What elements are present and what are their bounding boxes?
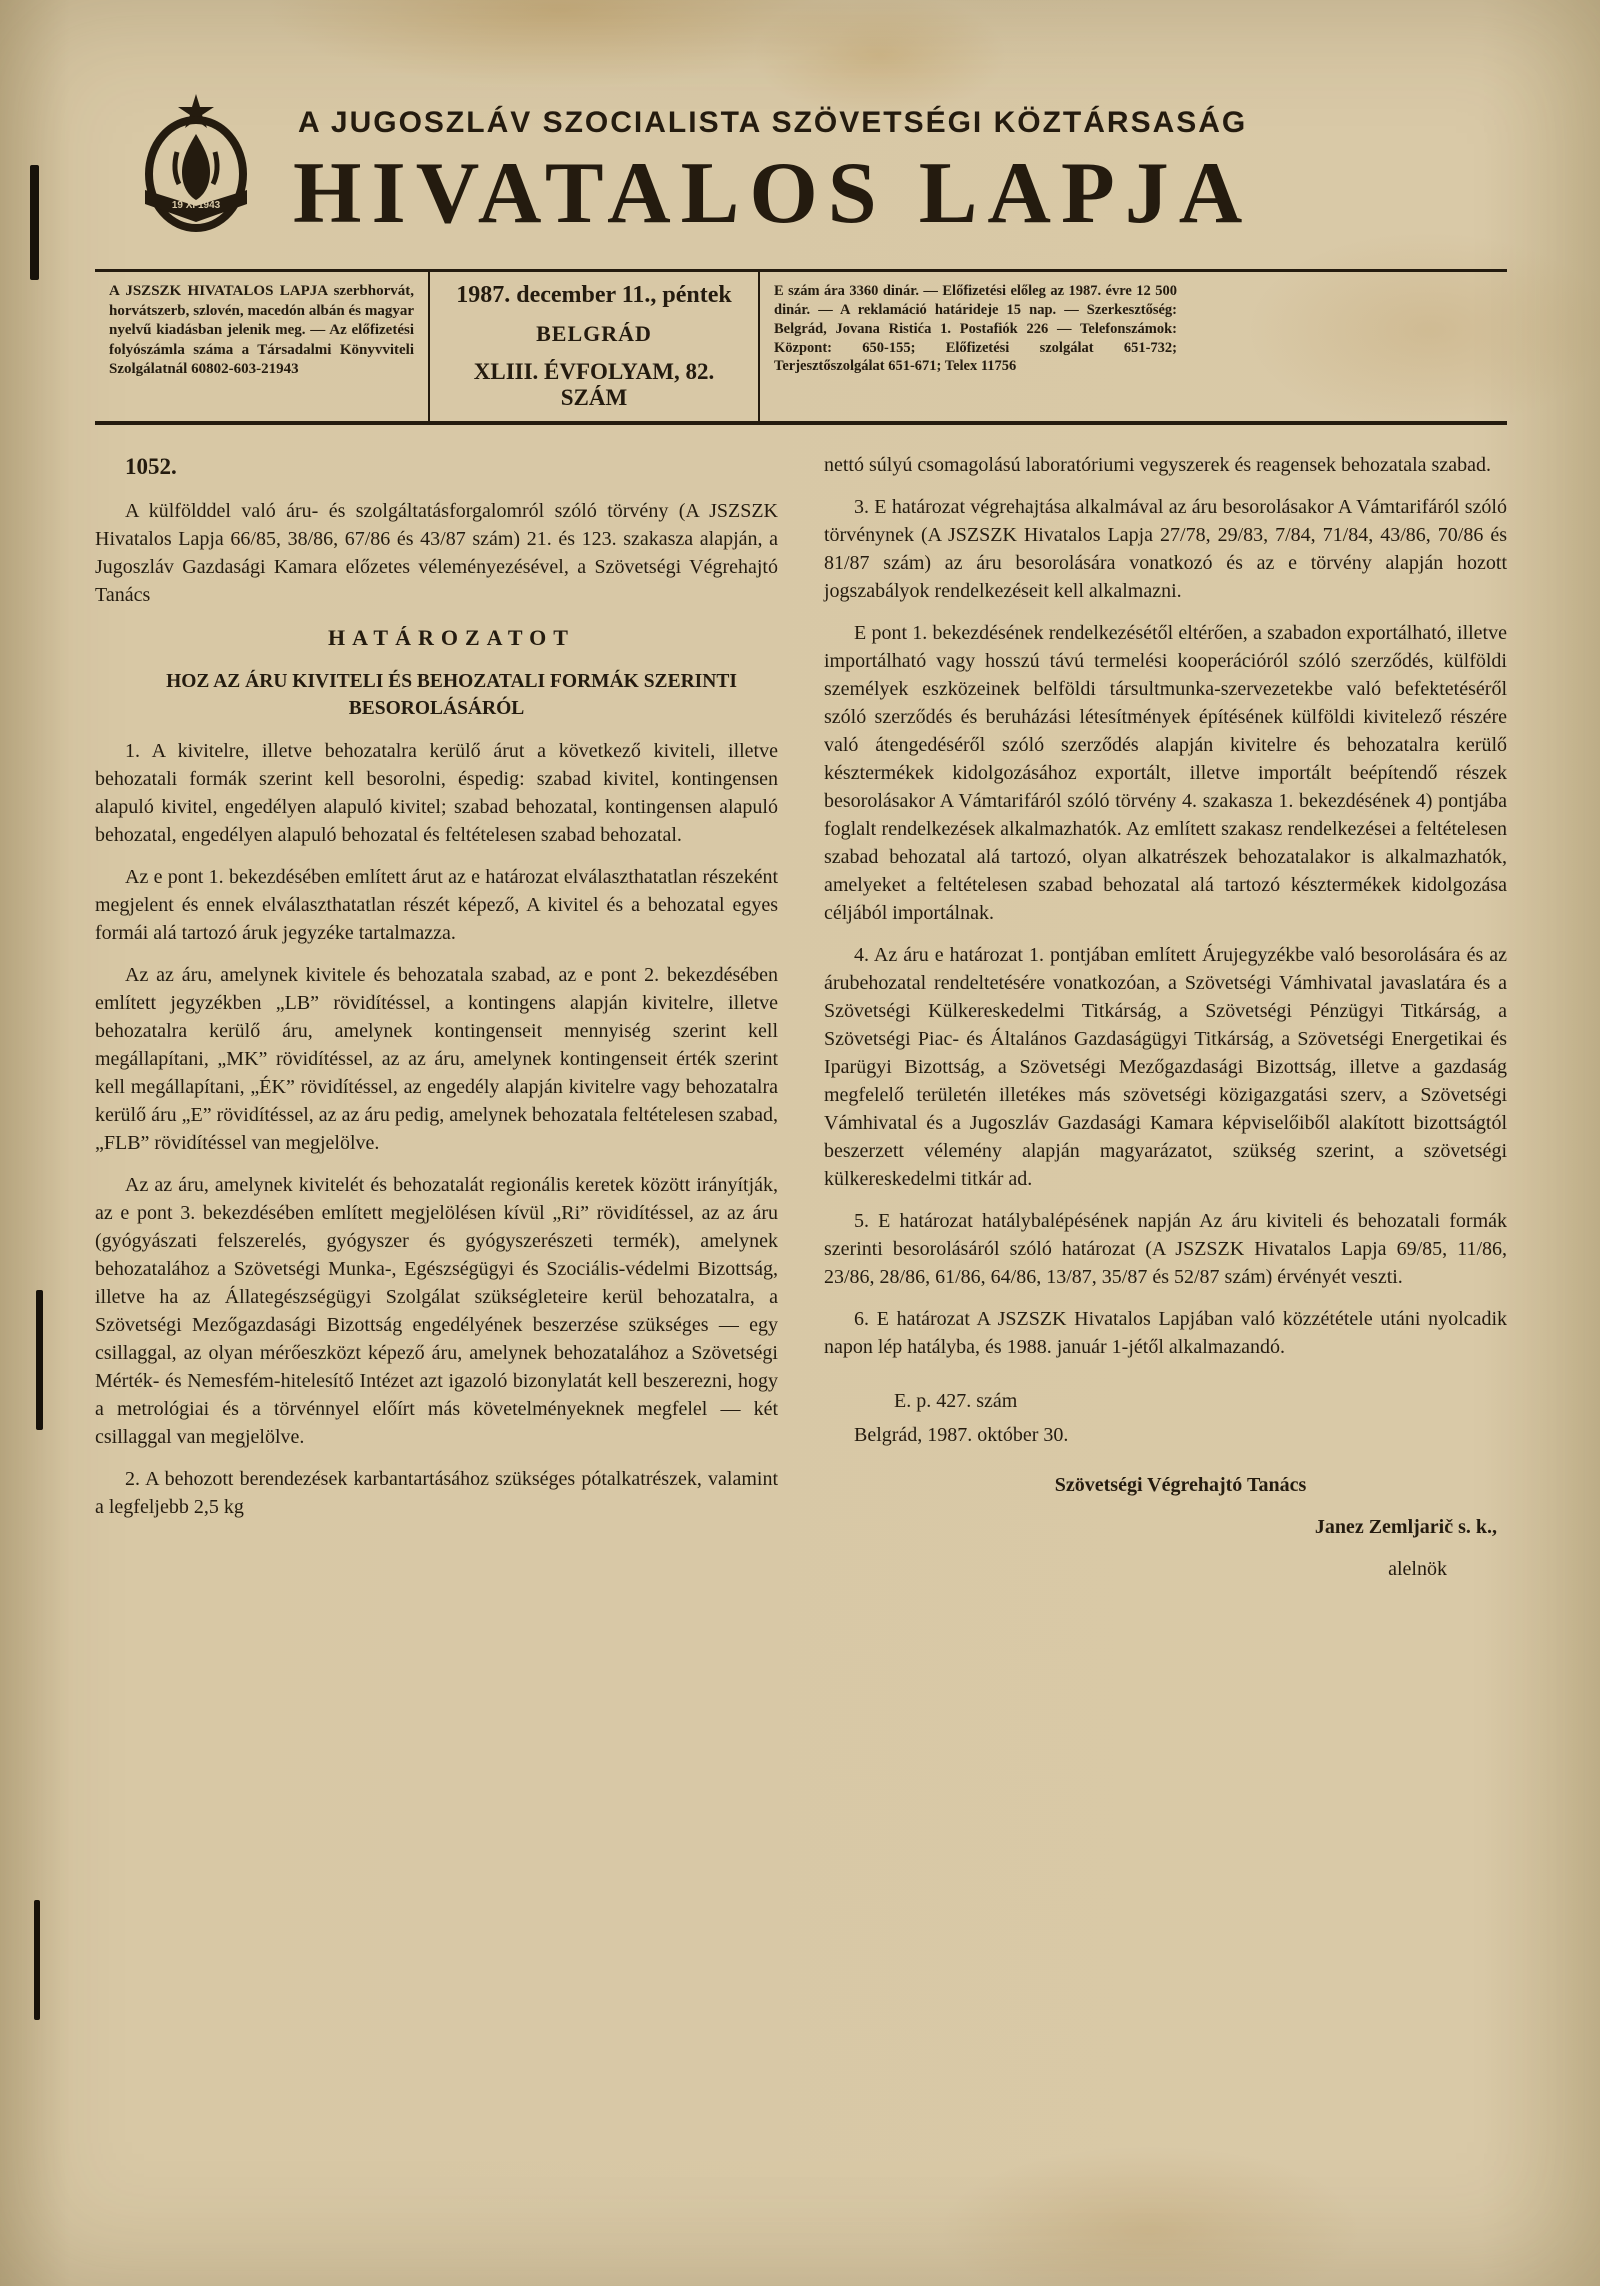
masthead-titles	[293, 92, 1512, 240]
masthead-overline: A JUGOSZLÁV SZOCIALISTA SZÖVETSÉGI KÖZTÁRSASÁG	[298, 106, 1248, 139]
coat-of-arms-icon	[133, 92, 259, 247]
paragraph: 2. A behozott berendezések karbantartásához szükséges pótalkatrészek, valamint a legfeljebb 2,5 kg	[95, 1467, 778, 1518]
decree-word: HATÁROZATOT	[328, 625, 575, 651]
masthead	[95, 92, 1507, 247]
issue-city: BELGRÁD	[536, 321, 652, 346]
issue-info	[428, 272, 760, 421]
paragraph: Az e pont 1. bekezdésében említett árut az e határozat elválaszthatatlan részeként megjelent és ennek elválaszthatatlan részét képező, A kivitel és a behozatal egyes formái alá tartozó áruk jegyzéke tartalmazza.	[95, 865, 778, 944]
right-column	[824, 451, 1507, 1597]
scan-spine-mark	[30, 165, 39, 280]
issuing-body: Szövetségi Végrehajtó Tanács	[1054, 1474, 1307, 1496]
paragraph-continuation: nettó súlyú csomagolású laboratóriumi vegyszerek és reagensek behozatala szabad.	[824, 454, 1491, 476]
publisher-info: A JSZSZK HIVATALOS LAPJA szerbhorvát, horvátszerb, szlovén, macedón albán és magyar nyelvű kiadásban jelenik meg. — Az előfizetési folyószámla száma a Társadalmi Könyvviteli Szolgálatnál 60802-603-21943	[109, 283, 414, 377]
price-contact-info: E szám ára 3360 dinár. — Előfizetési előleg az 1987. évre 12 500 dinár. — A reklamáció határideje 15 nap. — Szerkesztőség: Belgrád, Jovana Ristića 1. Postafiók 226 — Telefonszámok: Központ: 650-155; Előfizetési szolgálat 651-732; Terjesztőszolgálat 651-671; Telex 11756	[774, 283, 1177, 375]
article-intro: A külfölddel való áru- és szolgáltatásforgalomról szóló törvény (A JSZSZK Hivatalos Lapja 66/85, 38/86, 67/86 és 43/87 szám) 21. és 123. szakasza alapján, a Jugoszláv Gazdasági Kamara előzetes véleményezésével, a Szövetségi Végrehajtó Tanács	[95, 500, 778, 607]
paragraph: Az az áru, amelynek kivitelét és behozatalát regionális keretek között irányítják, az e pont 3. bekezdésében említett megjelölésen kívül „Ri” rövidítéssel, az az áru (gyógyászati felszerelés, gyógyszer és gyógyszerészeti termék), amelynek behozatalához a Szövetségi Munka-, Egészségügyi és Szociális-védelmi Bizottság, illetve ha az Állategészségügyi Szolgálat szükségleteire kerül behozatalra, a Szövetségi Mezőgazdasági Bizottság engedélyének beszerzése szükséges — egy csillaggal, az olyan mérőeszközt képező áru, amelynek behozatalához a Szövetségi Mérték- és Nemesfém-hitelesítő Intézet azt igazoló bizonylatát kell beszerezni, hogy a metrológiai és a törvénnyel előírt más követelményeknek megfelel — két csillaggal van megjelölve.	[95, 1173, 778, 1448]
reference-number: E. p. 427. szám	[894, 1390, 1018, 1412]
paragraph: 5. E határozat hatálybalépésének napján Az áru kiviteli és behozatali formák szerinti besorolásáról szóló határozat (A JSZSZK Hivatalos Lapja 69/85, 11/86, 23/86, 28/86, 61/86, 64/86, 13/87, 35/87 és 52/87 szám) érvényét veszti.	[824, 1210, 1507, 1288]
article-number: 1052.	[125, 454, 177, 479]
decree-title: HOZ AZ ÁRU KIVITELI ÉS BEHOZATALI FORMÁK SZERINTI BESOROLÁSÁRÓL	[166, 670, 737, 720]
paragraph: Az az áru, amelynek kivitele és behozatala szabad, az e pont 2. bekezdésében említett jegyzékben „LB” rövidítéssel, a kontingens alapján kivitelre, illetve behozatalra kerülő áru, amelynek kontingenseit mennyiség szerint kell megállapítani, „MK” rövidítéssel, az az áru, amelynek kontingenseit érték szerint kell megállapítani, „ÉK” rövidítéssel, az engedély alapján kivitelre vagy behozatalra kerülő áru „E” rövidítéssel, az az áru pedig, amelynek behozatala feltételesen szabad, „FLB” rövidítéssel van megjelölve.	[95, 963, 778, 1154]
issue-volume: XLIII. ÉVFOLYAM, 82. SZÁM	[473, 359, 715, 410]
issue-date: 1987. december 11., péntek	[456, 282, 732, 308]
article-body	[95, 451, 1507, 1597]
emblem-caption: 19 XI 1943	[171, 200, 221, 211]
left-column	[95, 451, 778, 1597]
signatory-name: Janez Zemljarič s. k.,	[1314, 1516, 1497, 1538]
paragraph: 3. E határozat végrehajtása alkalmával az áru besorolásakor A Vámtarifáról szóló törvénynek (A JSZSZK Hivatalos Lapja 27/78, 29/83, 7/84, 71/84, 43/86, 70/86 és 81/87 szám) az áru besorolására vonatkozó és az e törvény alapján hozott jogszabályok rendelkezéseit kell alkalmazni.	[824, 496, 1507, 602]
paragraph: 6. E határozat A JSZSZK Hivatalos Lapjában való közzététele utáni nyolcadik napon lép hatályba, és 1988. január 1-jétől alkalmazandó.	[824, 1308, 1507, 1358]
scan-spine-mark	[36, 1290, 43, 1430]
info-bar	[95, 269, 1507, 425]
gazette-page	[95, 0, 1507, 1597]
paragraph: E pont 1. bekezdésének rendelkezésétől eltérően, a szabadon exportálható, illetve importálható vagy hosszú távú termelési kooperációról szóló szerződés, külföldi személyek eszközeinek belföldi társultmunka-szervezetekbe való befektetéséről szóló szerződés és beruházási létesítmények építésének külföldi kivitelező részére való átengedéséről szóló szerződés alapján kivitelre és behozatalra kerülő késztermékek kidolgozásához exportált, illetve importált beépítendő részek besorolásakor A Vámtarifáról szóló törvény 4. szakasza 1. bekezdésének 4) pontjába foglalt rendelkezések alkalmazhatók. Az említett szakasz rendelkezései a feltételesen szabad behozatal alá tartozó, olyan alkatrészek behozatalakor is alkalmazhatók, amelyeket a feltételesen szabad behozatal alá tartozó késztermékek kidolgozása céljából importálnak.	[824, 622, 1507, 924]
sign-off	[824, 1387, 1507, 1583]
paragraph: 1. A kivitelre, illetve behozatalra kerülő árut a következő kiviteli, illetve behozatali formák szerint kell besorolni, éspedig: szabad kivitel, kontingensen alapuló kivitel, engedélyen alapuló kivitel; szabad behozatal, kontingensen alapuló behozatal, engedélyen alapuló behozatal és feltételesen szabad behozatal.	[95, 739, 778, 846]
place-and-date: Belgrád, 1987. október 30.	[854, 1424, 1069, 1446]
scan-spine-mark	[34, 1900, 40, 2020]
signatory-role: alelnök	[1388, 1558, 1447, 1580]
paragraph: 4. Az áru e határozat 1. pontjában említett Árujegyzékbe való besorolására és az árubehozatal rendeltetésére vonatkozóan, a Szövetségi Vámhivatal javaslatára és a Szövetségi Külkereskedelmi Titkárság, a Szövetségi Pénzügyi Titkárság, a Szövetségi Piac- és Általános Gazdaságügyi Titkárság, a Szövetségi Energetikai és Iparügyi Bizottság, a Szövetségi Mezőgazdasági Bizottság, illetve a gazdaság megfelelő területén illetékes más szövetségi közigazgatási szerv, a Szövetségi Vámhivatal és a Jugoszláv Gazdasági Kamara képviselőiből alakított bizottságtól beszerzett vélemény alapján magyarázatot, szükség szerint, a szövetségi külkereskedelmi titkár ad.	[824, 944, 1507, 1190]
page-title: HIVATALOS LAPJA	[293, 145, 1253, 242]
